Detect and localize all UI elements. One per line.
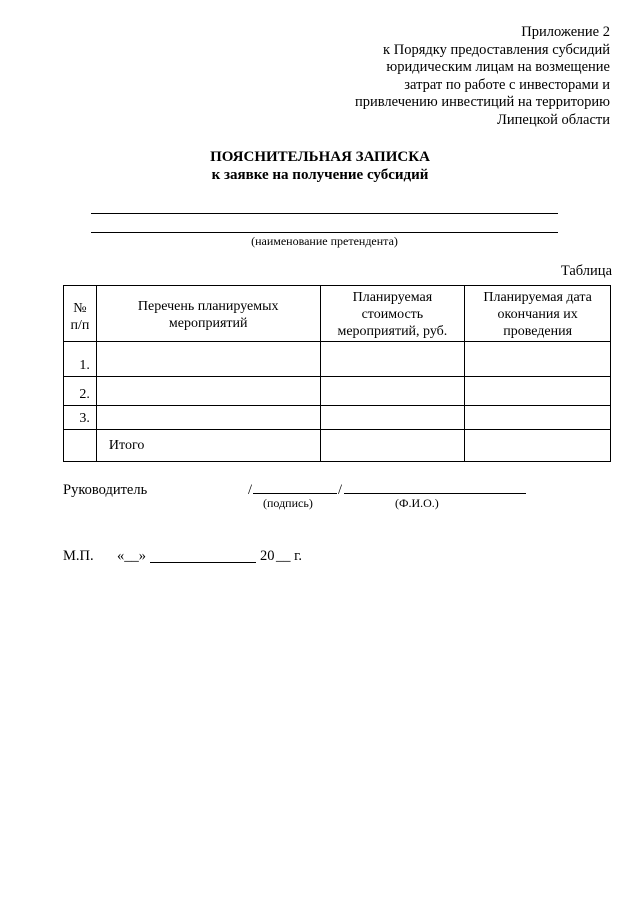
row-date (465, 377, 611, 406)
table-row (64, 406, 611, 430)
date-month-line (150, 562, 256, 563)
appendix-line: юридическим лицам на возмещение (386, 59, 610, 75)
row-date (465, 342, 611, 377)
row-date (465, 406, 611, 430)
applicant-name-line (91, 213, 558, 214)
signature-slash: / (248, 482, 253, 498)
table-total-row (64, 430, 611, 462)
title-sub: к заявке на получение субсидий (211, 167, 429, 183)
stamp-label: М.П. (63, 548, 94, 564)
row-event (96, 342, 320, 377)
applicant-name-line (91, 232, 558, 233)
row-event (96, 406, 320, 430)
table-caption: Таблица (560, 263, 612, 279)
row-number: 3. (64, 406, 97, 430)
name-line (344, 493, 526, 494)
row-cost (320, 406, 465, 430)
total-date-cell (465, 430, 611, 462)
row-event (96, 377, 320, 406)
signature-slash: / (338, 482, 343, 498)
table-row (64, 342, 611, 377)
total-label: Итого (96, 430, 320, 462)
document-title (0, 148, 640, 184)
appendix-line: затрат по работе с инвесторами и (404, 76, 610, 93)
appendix-line: Липецкой области (497, 111, 610, 128)
table-header-row (64, 286, 611, 342)
signature-role: Руководитель (63, 482, 148, 498)
total-cost-cell (320, 430, 465, 462)
applicant-caption: (наименование претендента) (251, 234, 398, 248)
appendix-line: к Порядку предоставления субсидий (383, 41, 610, 58)
date-year-suffix: __ г. (276, 548, 303, 564)
appendix-line: привлечению инвестиций на территорию (354, 94, 610, 110)
total-num-cell (64, 430, 97, 462)
row-cost (320, 342, 465, 377)
plan-table (63, 285, 611, 462)
row-cost (320, 377, 465, 406)
signature-line (253, 493, 337, 494)
signature-caption: (подпись) (263, 496, 313, 510)
header-cost: Планируемая стоимость мероприятий, руб. (320, 286, 465, 342)
name-caption: (Ф.И.О.) (395, 496, 439, 510)
appendix-line: Приложение 2 (521, 24, 610, 40)
header-events: Перечень планируемых мероприятий (96, 286, 320, 342)
title-main: ПОЯСНИТЕЛЬНАЯ ЗАПИСКА (210, 149, 430, 165)
date-year-prefix: 20 (260, 548, 275, 564)
date-day: «__» (117, 548, 146, 564)
appendix-header (355, 24, 610, 129)
header-num: № п/п (64, 286, 97, 342)
row-number: 2. (64, 377, 97, 406)
header-date: Планируемая дата окончания их проведения (465, 286, 611, 342)
row-number: 1. (64, 342, 97, 377)
table-row (64, 377, 611, 406)
